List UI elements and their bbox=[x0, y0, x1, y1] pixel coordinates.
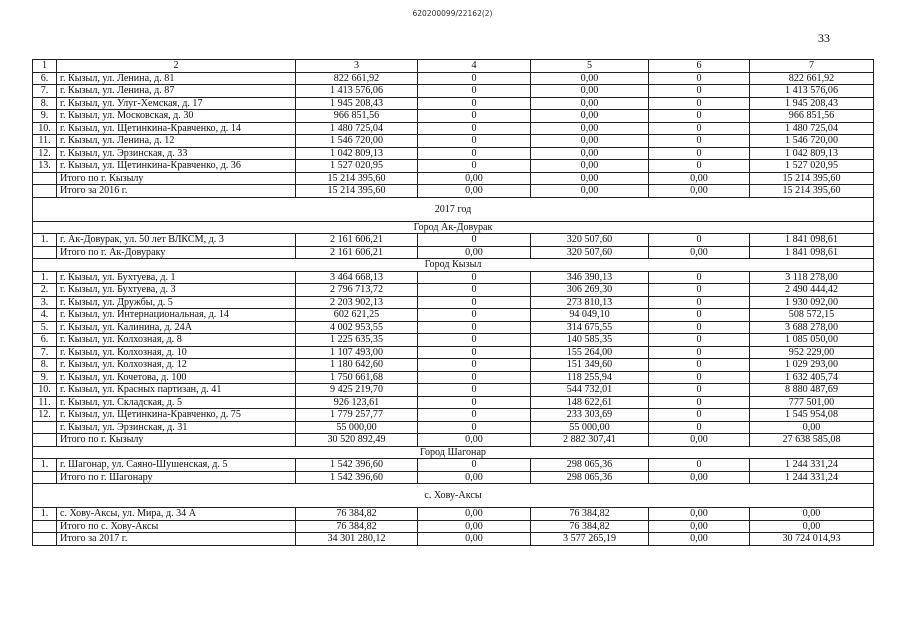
cost-col5-cell: 0,00 bbox=[531, 122, 649, 135]
section-heading-shagonar-title: Город Шагонар bbox=[33, 446, 874, 459]
cost-col6-cell: 0 bbox=[649, 284, 750, 297]
row-number-cell bbox=[33, 471, 57, 484]
cost-col4-cell: 0,00 bbox=[418, 471, 531, 484]
header-cell: 1 bbox=[33, 60, 57, 73]
table-row bbox=[33, 185, 874, 198]
cost-col6-cell: 0 bbox=[649, 296, 750, 309]
cost-total-cell: 926 123,61 bbox=[296, 396, 418, 409]
address-cell: г. Кызыл, ул. Колхозная, д. 12 bbox=[57, 359, 296, 372]
section-heading-ak-dovurak bbox=[33, 221, 874, 234]
cost-col7-cell: 508 572,15 bbox=[750, 309, 874, 322]
cost-col4-cell: 0 bbox=[418, 396, 531, 409]
cost-col7-cell: 1 029 293,00 bbox=[750, 359, 874, 372]
cost-total-cell: 1 527 020,95 bbox=[296, 160, 418, 173]
address-cell: г. Кызыл, ул. Ленина, д. 12 bbox=[57, 135, 296, 148]
cost-col6-cell: 0 bbox=[649, 346, 750, 359]
table-row bbox=[33, 122, 874, 135]
table-row bbox=[33, 396, 874, 409]
header-cell: 6 bbox=[649, 60, 750, 73]
cost-col6-cell: 0 bbox=[649, 334, 750, 347]
table-row bbox=[33, 309, 874, 322]
cost-col7-cell: 822 661,92 bbox=[750, 72, 874, 85]
address-cell: с. Хову-Аксы, ул. Мира, д. 34 А bbox=[57, 508, 296, 521]
row-number-cell: 6. bbox=[33, 334, 57, 347]
table-row bbox=[33, 346, 874, 359]
cost-col6-cell: 0,00 bbox=[649, 533, 750, 546]
cost-col7-cell: 0,00 bbox=[750, 421, 874, 434]
table-row bbox=[33, 371, 874, 384]
cost-col6-cell: 0,00 bbox=[649, 471, 750, 484]
row-number-cell: 13. bbox=[33, 160, 57, 173]
table-row bbox=[33, 296, 874, 309]
address-cell: г. Кызыл, ул. Щетинкина-Кравченко, д. 36 bbox=[57, 160, 296, 173]
cost-col5-cell: 0,00 bbox=[531, 160, 649, 173]
address-cell: г. Кызыл, ул. Эрзинская, д. 31 bbox=[57, 421, 296, 434]
cost-col4-cell: 0 bbox=[418, 459, 531, 472]
table-header-row bbox=[33, 60, 874, 73]
cost-col4-cell: 0 bbox=[418, 409, 531, 422]
header-cell: 3 bbox=[296, 60, 418, 73]
cost-col4-cell: 0 bbox=[418, 234, 531, 247]
year-heading-title: 2017 год bbox=[33, 197, 874, 221]
table-row bbox=[33, 72, 874, 85]
cost-col6-cell: 0,00 bbox=[649, 246, 750, 259]
row-number-cell: 12. bbox=[33, 409, 57, 422]
cost-col7-cell: 1 841 098,61 bbox=[750, 246, 874, 259]
table-row bbox=[33, 533, 874, 546]
cost-total-cell: 3 464 668,13 bbox=[296, 271, 418, 284]
row-number-cell: 9. bbox=[33, 110, 57, 123]
address-cell: Итого по с. Хову-Аксы bbox=[57, 520, 296, 533]
row-number-cell: 1. bbox=[33, 508, 57, 521]
cost-col6-cell: 0,00 bbox=[649, 172, 750, 185]
address-cell: г. Кызыл, ул. Улуг-Хемская, д. 17 bbox=[57, 97, 296, 110]
cost-col5-cell: 273 810,13 bbox=[531, 296, 649, 309]
table-body bbox=[33, 60, 874, 546]
row-number-cell: 7. bbox=[33, 85, 57, 98]
row-number-cell bbox=[33, 434, 57, 447]
cost-col4-cell: 0 bbox=[418, 334, 531, 347]
cost-total-cell: 76 384,82 bbox=[296, 520, 418, 533]
section-heading-ak-dovurak-title: Город Ак-Довурак bbox=[33, 221, 874, 234]
address-cell: г. Кызыл, ул. Красных партизан, д. 41 bbox=[57, 384, 296, 397]
cost-col6-cell: 0 bbox=[649, 72, 750, 85]
cost-col6-cell: 0,00 bbox=[649, 508, 750, 521]
cost-col4-cell: 0 bbox=[418, 359, 531, 372]
address-cell: г. Шагонар, ул. Саяно-Шушенская, д. 5 bbox=[57, 459, 296, 472]
cost-total-cell: 1 546 720,00 bbox=[296, 135, 418, 148]
cost-col7-cell: 2 490 444,42 bbox=[750, 284, 874, 297]
address-cell: г. Кызыл, ул. Ленина, д. 87 bbox=[57, 85, 296, 98]
cost-total-cell: 1 542 396,60 bbox=[296, 471, 418, 484]
cost-col5-cell: 346 390,13 bbox=[531, 271, 649, 284]
table-row bbox=[33, 384, 874, 397]
cost-col6-cell: 0 bbox=[649, 135, 750, 148]
address-cell: г. Кызыл, ул. Колхозная, д. 8 bbox=[57, 334, 296, 347]
cost-col5-cell: 94 049,10 bbox=[531, 309, 649, 322]
cost-col7-cell: 966 851,56 bbox=[750, 110, 874, 123]
cost-total-cell: 2 161 606,21 bbox=[296, 246, 418, 259]
cost-total-cell: 1 542 396,60 bbox=[296, 459, 418, 472]
row-number-cell: 2. bbox=[33, 284, 57, 297]
cost-total-cell: 30 520 892,49 bbox=[296, 434, 418, 447]
cost-col4-cell: 0 bbox=[418, 147, 531, 160]
cost-col7-cell: 777 501,00 bbox=[750, 396, 874, 409]
cost-total-cell: 1 042 809,13 bbox=[296, 147, 418, 160]
cost-col5-cell: 2 882 307,41 bbox=[531, 434, 649, 447]
cost-col5-cell: 0,00 bbox=[531, 110, 649, 123]
cost-col4-cell: 0 bbox=[418, 271, 531, 284]
address-cell: Итого за 2017 г. bbox=[57, 533, 296, 546]
row-number-cell: 11. bbox=[33, 396, 57, 409]
cost-col7-cell: 15 214 395,60 bbox=[750, 185, 874, 198]
cost-col6-cell: 0 bbox=[649, 371, 750, 384]
cost-col7-cell: 15 214 395,60 bbox=[750, 172, 874, 185]
cost-col5-cell: 320 507,60 bbox=[531, 246, 649, 259]
address-cell: г. Кызыл, ул. Щетинкина-Кравченко, д. 75 bbox=[57, 409, 296, 422]
cost-col7-cell: 1 244 331,24 bbox=[750, 459, 874, 472]
row-number-cell: 3. bbox=[33, 296, 57, 309]
row-number-cell: 4. bbox=[33, 309, 57, 322]
table-row bbox=[33, 409, 874, 422]
table-row bbox=[33, 271, 874, 284]
cost-total-cell: 2 161 606,21 bbox=[296, 234, 418, 247]
cost-col4-cell: 0,00 bbox=[418, 520, 531, 533]
cost-col4-cell: 0 bbox=[418, 371, 531, 384]
cost-total-cell: 1 779 257,77 bbox=[296, 409, 418, 422]
table-row bbox=[33, 459, 874, 472]
header-cell: 7 bbox=[750, 60, 874, 73]
cost-col5-cell: 306 269,30 bbox=[531, 284, 649, 297]
cost-col4-cell: 0,00 bbox=[418, 508, 531, 521]
row-number-cell: 12. bbox=[33, 147, 57, 160]
address-cell: г. Кызыл, ул. Щетинкина-Кравченко, д. 14 bbox=[57, 122, 296, 135]
row-number-cell bbox=[33, 246, 57, 259]
cost-total-cell: 602 621,25 bbox=[296, 309, 418, 322]
cost-col6-cell: 0 bbox=[649, 234, 750, 247]
cost-col4-cell: 0 bbox=[418, 284, 531, 297]
cost-col5-cell: 233 303,69 bbox=[531, 409, 649, 422]
table-row bbox=[33, 85, 874, 98]
year-heading bbox=[33, 197, 874, 221]
cost-total-cell: 1 750 661,68 bbox=[296, 371, 418, 384]
row-number-cell: 6. bbox=[33, 72, 57, 85]
cost-col4-cell: 0 bbox=[418, 321, 531, 334]
cost-col5-cell: 76 384,82 bbox=[531, 508, 649, 521]
table-row bbox=[33, 321, 874, 334]
cost-col6-cell: 0 bbox=[649, 321, 750, 334]
address-cell: г. Кызыл, ул. Бухтуева, д. 1 bbox=[57, 271, 296, 284]
cost-col5-cell: 0,00 bbox=[531, 72, 649, 85]
cost-col4-cell: 0,00 bbox=[418, 185, 531, 198]
cost-col5-cell: 118 255,94 bbox=[531, 371, 649, 384]
row-number-cell bbox=[33, 421, 57, 434]
cost-col5-cell: 151 349,60 bbox=[531, 359, 649, 372]
cost-col5-cell: 55 000,00 bbox=[531, 421, 649, 434]
cost-col6-cell: 0,00 bbox=[649, 185, 750, 198]
section-heading-khovu-aksy-title: с. Хову-Аксы bbox=[33, 484, 874, 508]
cost-total-cell: 34 301 280,12 bbox=[296, 533, 418, 546]
cost-col7-cell: 0,00 bbox=[750, 508, 874, 521]
cost-col5-cell: 0,00 bbox=[531, 172, 649, 185]
cost-col6-cell: 0 bbox=[649, 97, 750, 110]
cost-col6-cell: 0 bbox=[649, 359, 750, 372]
row-number-cell: 10. bbox=[33, 384, 57, 397]
cost-col6-cell: 0,00 bbox=[649, 520, 750, 533]
table-row bbox=[33, 234, 874, 247]
cost-col6-cell: 0 bbox=[649, 409, 750, 422]
data-table bbox=[32, 59, 874, 546]
table-row bbox=[33, 97, 874, 110]
cost-col5-cell: 140 585,35 bbox=[531, 334, 649, 347]
cost-col7-cell: 0,00 bbox=[750, 520, 874, 533]
cost-col6-cell: 0 bbox=[649, 85, 750, 98]
cost-total-cell: 966 851,56 bbox=[296, 110, 418, 123]
row-number-cell bbox=[33, 185, 57, 198]
row-number-cell: 1. bbox=[33, 271, 57, 284]
table-row bbox=[33, 508, 874, 521]
cost-col7-cell: 952 229,00 bbox=[750, 346, 874, 359]
cost-col5-cell: 155 264,00 bbox=[531, 346, 649, 359]
cost-col7-cell: 1 945 208,43 bbox=[750, 97, 874, 110]
cost-col5-cell: 0,00 bbox=[531, 97, 649, 110]
cost-col6-cell: 0,00 bbox=[649, 434, 750, 447]
table-row bbox=[33, 520, 874, 533]
cost-col7-cell: 1 042 809,13 bbox=[750, 147, 874, 160]
section-heading-kyzyl bbox=[33, 259, 874, 272]
table-row bbox=[33, 471, 874, 484]
cost-col7-cell: 27 638 585,08 bbox=[750, 434, 874, 447]
cost-col7-cell: 1 085 050,00 bbox=[750, 334, 874, 347]
cost-col6-cell: 0 bbox=[649, 459, 750, 472]
section-heading-khovu-aksy bbox=[33, 484, 874, 508]
cost-col6-cell: 0 bbox=[649, 147, 750, 160]
address-cell: г. Кызыл, ул. Бухтуева, д. 3 bbox=[57, 284, 296, 297]
address-cell: Итого по г. Кызылу bbox=[57, 434, 296, 447]
cost-col7-cell: 8 880 487,69 bbox=[750, 384, 874, 397]
row-number-cell bbox=[33, 172, 57, 185]
cost-col5-cell: 0,00 bbox=[531, 135, 649, 148]
cost-total-cell: 1 480 725,04 bbox=[296, 122, 418, 135]
cost-total-cell: 1 180 642,60 bbox=[296, 359, 418, 372]
cost-col7-cell: 3 688 278,00 bbox=[750, 321, 874, 334]
cost-total-cell: 4 002 953,55 bbox=[296, 321, 418, 334]
cost-col6-cell: 0 bbox=[649, 122, 750, 135]
cost-total-cell: 15 214 395,60 bbox=[296, 185, 418, 198]
row-number-cell: 1. bbox=[33, 234, 57, 247]
cost-total-cell: 2 203 902,13 bbox=[296, 296, 418, 309]
cost-total-cell: 76 384,82 bbox=[296, 508, 418, 521]
cost-col4-cell: 0,00 bbox=[418, 434, 531, 447]
table-row bbox=[33, 421, 874, 434]
section-heading-kyzyl-title: Город Кызыл bbox=[33, 259, 874, 272]
cost-col6-cell: 0 bbox=[649, 271, 750, 284]
address-cell: г. Кызыл, ул. Колхозная, д. 10 bbox=[57, 346, 296, 359]
cost-total-cell: 55 000,00 bbox=[296, 421, 418, 434]
cost-col5-cell: 544 732,01 bbox=[531, 384, 649, 397]
table-row bbox=[33, 359, 874, 372]
row-number-cell: 9. bbox=[33, 371, 57, 384]
table-row bbox=[33, 334, 874, 347]
address-cell: Итого по г. Кызылу bbox=[57, 172, 296, 185]
table-row bbox=[33, 110, 874, 123]
cost-total-cell: 2 796 713,72 bbox=[296, 284, 418, 297]
cost-col7-cell: 30 724 014,93 bbox=[750, 533, 874, 546]
address-cell: г. Кызыл, ул. Ленина, д. 81 bbox=[57, 72, 296, 85]
cost-col4-cell: 0 bbox=[418, 296, 531, 309]
cost-col4-cell: 0 bbox=[418, 160, 531, 173]
cost-col4-cell: 0,00 bbox=[418, 246, 531, 259]
row-number-cell: 11. bbox=[33, 135, 57, 148]
table-row bbox=[33, 172, 874, 185]
table-row bbox=[33, 284, 874, 297]
cost-col6-cell: 0 bbox=[649, 160, 750, 173]
row-number-cell: 5. bbox=[33, 321, 57, 334]
cost-total-cell: 1 225 635,35 bbox=[296, 334, 418, 347]
cost-col7-cell: 1 527 020,95 bbox=[750, 160, 874, 173]
cost-col5-cell: 320 507,60 bbox=[531, 234, 649, 247]
cost-col4-cell: 0 bbox=[418, 384, 531, 397]
cost-col5-cell: 0,00 bbox=[531, 147, 649, 160]
cost-col7-cell: 1 413 576,06 bbox=[750, 85, 874, 98]
row-number-cell: 7. bbox=[33, 346, 57, 359]
cost-col4-cell: 0 bbox=[418, 110, 531, 123]
section-heading-shagonar bbox=[33, 446, 874, 459]
table-row bbox=[33, 135, 874, 148]
cost-col7-cell: 1 546 720,00 bbox=[750, 135, 874, 148]
table-row bbox=[33, 160, 874, 173]
row-number-cell bbox=[33, 533, 57, 546]
cost-col6-cell: 0 bbox=[649, 309, 750, 322]
cost-total-cell: 1 107 493,00 bbox=[296, 346, 418, 359]
address-cell: г. Кызыл, ул. Калинина, д. 24А bbox=[57, 321, 296, 334]
address-cell: г. Кызыл, ул. Складская, д. 5 bbox=[57, 396, 296, 409]
row-number-cell: 8. bbox=[33, 359, 57, 372]
row-number-cell bbox=[33, 520, 57, 533]
cost-col4-cell: 0 bbox=[418, 72, 531, 85]
cost-col7-cell: 1 244 331,24 bbox=[750, 471, 874, 484]
cost-col5-cell: 298 065,36 bbox=[531, 471, 649, 484]
cost-col5-cell: 298 065,36 bbox=[531, 459, 649, 472]
cost-col7-cell: 1 480 725,04 bbox=[750, 122, 874, 135]
address-cell: г. Ак-Довурак, ул. 50 лет ВЛКСМ, д. 3 bbox=[57, 234, 296, 247]
address-cell: г. Кызыл, ул. Московская, д. 30 bbox=[57, 110, 296, 123]
cost-col7-cell: 3 118 278,00 bbox=[750, 271, 874, 284]
header-cell: 5 bbox=[531, 60, 649, 73]
cost-col4-cell: 0 bbox=[418, 97, 531, 110]
address-cell: г. Кызыл, ул. Эрзинская, д. 33 bbox=[57, 147, 296, 160]
cost-col5-cell: 3 577 265,19 bbox=[531, 533, 649, 546]
cost-col6-cell: 0 bbox=[649, 110, 750, 123]
address-cell: г. Кызыл, ул. Дружбы, д. 5 bbox=[57, 296, 296, 309]
address-cell: Итого по г. Шагонару bbox=[57, 471, 296, 484]
row-number-cell: 1. bbox=[33, 459, 57, 472]
cost-col5-cell: 76 384,82 bbox=[531, 520, 649, 533]
cost-col4-cell: 0 bbox=[418, 421, 531, 434]
document-id: 620200099/22162(2) bbox=[412, 9, 493, 18]
header-cell: 2 bbox=[57, 60, 296, 73]
cost-col5-cell: 314 675,55 bbox=[531, 321, 649, 334]
cost-col7-cell: 1 841 098,61 bbox=[750, 234, 874, 247]
address-cell: г. Кызыл, ул. Кочетова, д. 100 bbox=[57, 371, 296, 384]
cost-col4-cell: 0,00 bbox=[418, 533, 531, 546]
table-row bbox=[33, 434, 874, 447]
cost-col4-cell: 0 bbox=[418, 135, 531, 148]
cost-col6-cell: 0 bbox=[649, 396, 750, 409]
row-number-cell: 10. bbox=[33, 122, 57, 135]
cost-col4-cell: 0,00 bbox=[418, 172, 531, 185]
address-cell: Итого по г. Ак-Довураку bbox=[57, 246, 296, 259]
table-row bbox=[33, 246, 874, 259]
header-cell: 4 bbox=[418, 60, 531, 73]
address-cell: Итого за 2016 г. bbox=[57, 185, 296, 198]
cost-total-cell: 9 425 219,70 bbox=[296, 384, 418, 397]
address-cell: г. Кызыл, ул. Интернациональная, д. 14 bbox=[57, 309, 296, 322]
cost-col4-cell: 0 bbox=[418, 85, 531, 98]
row-number-cell: 8. bbox=[33, 97, 57, 110]
cost-col6-cell: 0 bbox=[649, 384, 750, 397]
cost-total-cell: 822 661,92 bbox=[296, 72, 418, 85]
cost-col4-cell: 0 bbox=[418, 122, 531, 135]
page-number: 33 bbox=[818, 31, 830, 45]
cost-col6-cell: 0 bbox=[649, 421, 750, 434]
table-row bbox=[33, 147, 874, 160]
cost-col4-cell: 0 bbox=[418, 346, 531, 359]
cost-col5-cell: 0,00 bbox=[531, 185, 649, 198]
cost-total-cell: 15 214 395,60 bbox=[296, 172, 418, 185]
cost-col5-cell: 148 622,61 bbox=[531, 396, 649, 409]
cost-total-cell: 1 413 576,06 bbox=[296, 85, 418, 98]
cost-col4-cell: 0 bbox=[418, 309, 531, 322]
cost-col7-cell: 1 632 405,74 bbox=[750, 371, 874, 384]
cost-col7-cell: 1 930 092,00 bbox=[750, 296, 874, 309]
cost-col5-cell: 0,00 bbox=[531, 85, 649, 98]
cost-total-cell: 1 945 208,43 bbox=[296, 97, 418, 110]
cost-col7-cell: 1 545 954,08 bbox=[750, 409, 874, 422]
